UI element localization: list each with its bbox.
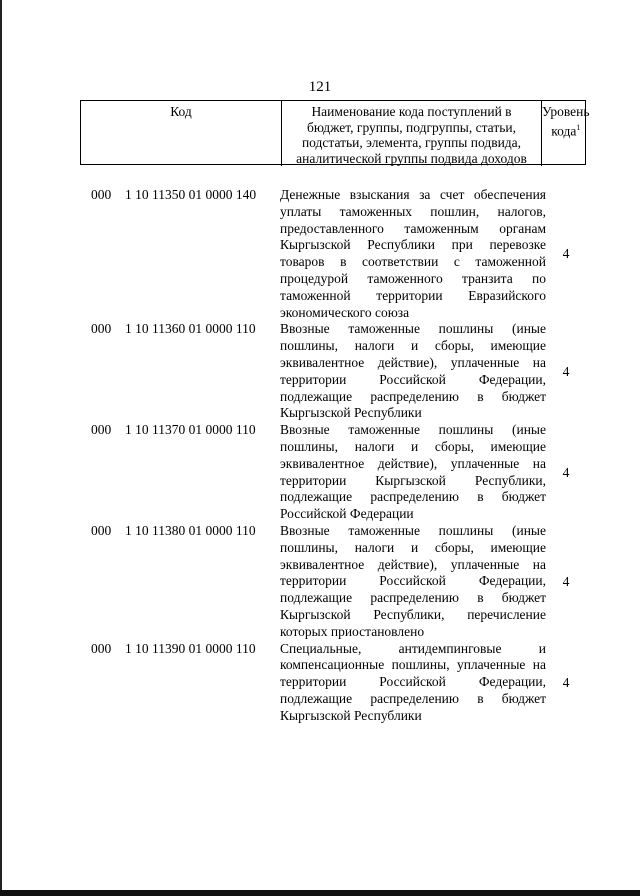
revenue-description: Денежные взыскания за счет обеспечения уплаты таможенных пошлин, налогов, предоставленного таможенным органам Кыргызской Республики при перевозке товаров в соответствии с таможенной процедурой таможенного транзита по таможенной территории Евразийского экономического союза	[280, 187, 546, 320]
admin-code: 000	[91, 422, 112, 438]
revenue-description: Ввозные таможенные пошлины (иные пошлины, налоги и сборы, имеющие эквивалентное действие), уплаченные на территории Российской Федерации, подлежащие распределению в бюджет Кыргызской Республики	[280, 321, 546, 421]
scan-bottom-edge	[0, 890, 640, 896]
revenue-code: 1 10 11350 01 0000 140	[125, 187, 257, 202]
header-name-line: бюджет, группы, подгруппы, статьи,	[307, 119, 516, 135]
scan-left-edge	[0, 0, 2, 896]
code-level: 4	[562, 363, 570, 379]
header-name	[282, 101, 542, 166]
header-level-line	[542, 120, 590, 139]
header-level-word: кода	[551, 123, 577, 138]
revenue-description: Ввозные таможенные пошлины (иные пошлины, налоги и сборы, имеющие эквивалентное действие), уплаченные на территории Кыргызской Республики, подлежащие распределению в бюджет Российской Федерации	[280, 422, 546, 522]
table-header	[80, 100, 590, 166]
revenue-code: 1 10 11390 01 0000 110	[125, 640, 256, 656]
code-level: 4	[562, 674, 570, 690]
admin-code: 000	[91, 522, 112, 538]
page-number: 121	[308, 79, 332, 95]
header-name-line: аналитической группы подвида доходов	[296, 150, 527, 166]
revenue-code: 1 10 11360 01 0000 110	[125, 321, 256, 337]
header-name-line: Наименование кода поступлений в	[311, 104, 512, 119]
footnote-marker: 1	[576, 122, 581, 132]
admin-code: 000	[91, 321, 112, 337]
table-row	[80, 422, 586, 523]
header-level	[542, 101, 590, 166]
code-level: 4	[562, 464, 570, 480]
header-level-line: Уровень	[542, 104, 590, 119]
table-row	[80, 641, 586, 725]
table-row	[80, 187, 586, 321]
table-row	[80, 321, 586, 422]
admin-code: 000	[91, 640, 112, 656]
table-body	[80, 187, 586, 725]
code-level: 4	[562, 573, 570, 589]
admin-code: 000	[91, 187, 112, 202]
header-name-line: подстатьи, элемента, группы подвида,	[301, 135, 522, 150]
revenue-description: Ввозные таможенные пошлины (иные пошлины, налоги и сборы, имеющие эквивалентное действие), уплаченные на территории Российской Федерации, подлежащие распределению в бюджет Кыргызской Республики, перечисление которых приостановлено	[280, 522, 546, 639]
code-level: 4	[562, 246, 570, 262]
table-row	[80, 523, 586, 641]
revenue-code: 1 10 11380 01 0000 110	[125, 522, 256, 538]
header-code: Код	[81, 101, 282, 166]
revenue-description: Специальные, антидемпинговые и компенсационные пошлины, уплаченные на территории Российской Федерации, подлежащие распределению в бюджет Кыргызской Республики	[280, 640, 546, 723]
revenue-code: 1 10 11370 01 0000 110	[125, 422, 256, 438]
